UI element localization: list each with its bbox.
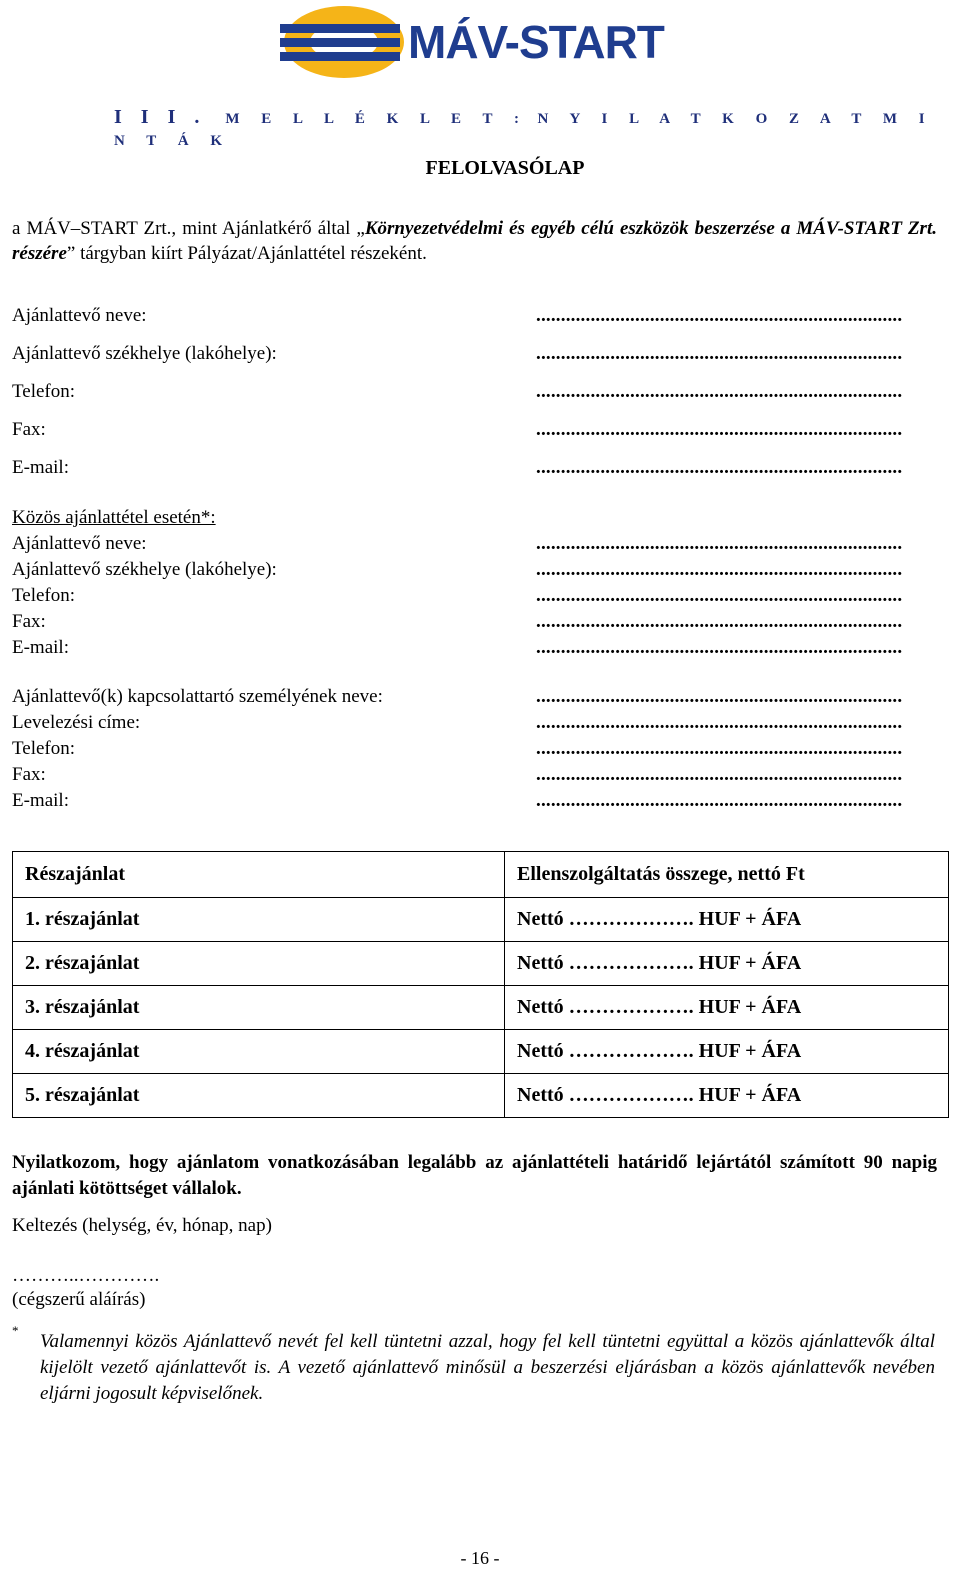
joint-label-phone: Telefon: bbox=[12, 585, 76, 606]
contact-label-name: Ajánlattevő(k) kapcsolattartó személyének neve: bbox=[12, 686, 383, 707]
part-name: 1. részajánlat bbox=[13, 898, 505, 942]
contact-label-phone: Telefon: bbox=[12, 738, 76, 759]
page-title: FELOLVASÓLAP bbox=[425, 157, 585, 179]
part-name: 5. részajánlat bbox=[13, 1074, 505, 1118]
joint-label-fax: Fax: bbox=[12, 611, 46, 632]
fill-line[interactable]: .......................................................................... bbox=[536, 712, 903, 733]
contact-label-fax: Fax: bbox=[12, 764, 46, 785]
joint-bid-heading: Közös ajánlattétel esetén*: bbox=[12, 507, 216, 528]
field-label-fax: Fax: bbox=[12, 419, 46, 440]
fill-line[interactable]: .......................................................................... bbox=[536, 738, 903, 759]
fill-line[interactable]: .......................................................................... bbox=[536, 637, 903, 658]
joint-label-seat: Ajánlattevő székhelye (lakóhelye): bbox=[12, 559, 277, 580]
field-label-name: Ajánlattevő neve: bbox=[12, 305, 147, 326]
intro-subject: Környezetvédelmi és egyéb célú eszközök beszerzése a MÁV-START Zrt. részére bbox=[12, 218, 937, 264]
table-row bbox=[13, 942, 949, 986]
part-name: 3. részajánlat bbox=[13, 986, 505, 1030]
field-label-email: E-mail: bbox=[12, 457, 69, 478]
part-amount[interactable]: Nettó ………………. HUF + ÁFA bbox=[505, 986, 949, 1030]
part-name: 2. részajánlat bbox=[13, 942, 505, 986]
field-label-phone: Telefon: bbox=[12, 381, 76, 402]
intro-paragraph bbox=[12, 216, 937, 266]
joint-label-email: E-mail: bbox=[12, 637, 69, 658]
part-name: 4. részajánlat bbox=[13, 1030, 505, 1074]
fill-line[interactable]: .......................................................................... bbox=[536, 764, 903, 785]
fill-line[interactable]: .......................................................................... bbox=[536, 533, 903, 554]
part-amount[interactable]: Nettó ………………. HUF + ÁFA bbox=[505, 898, 949, 942]
contact-label-email: E-mail: bbox=[12, 790, 69, 811]
table-header-row bbox=[13, 852, 949, 898]
signature-label: (cégszerű aláírás) bbox=[12, 1289, 146, 1310]
footnote-mark: * bbox=[12, 1323, 19, 1338]
part-amount[interactable]: Nettó ………………. HUF + ÁFA bbox=[505, 1074, 949, 1118]
intro-before: a MÁV–START Zrt., mint Ajánlatkérő által „ bbox=[12, 218, 365, 239]
table-row bbox=[13, 986, 949, 1030]
fill-line[interactable]: .......................................................................... bbox=[536, 305, 903, 326]
table-header-part: Részajánlat bbox=[13, 852, 505, 898]
table-row bbox=[13, 1074, 949, 1118]
declaration-text: Nyilatkozom, hogy ajánlatom vonatkozásában legalább az ajánlattételi határidő lejártától számított 90 napig ajánlati kötöttséget vállalok. bbox=[12, 1152, 937, 1199]
logo-text: MÁV-START bbox=[408, 16, 664, 68]
fill-line[interactable]: .......................................................................... bbox=[536, 343, 903, 364]
signature-line[interactable]: ………..…………. bbox=[12, 1265, 160, 1286]
fill-line[interactable]: .......................................................................... bbox=[536, 419, 903, 440]
part-amount[interactable]: Nettó ………………. HUF + ÁFA bbox=[505, 942, 949, 986]
dating-label: Keltezés (helység, év, hónap, nap) bbox=[12, 1215, 272, 1236]
footnote-text: Valamennyi közös Ajánlattevő nevét fel kell tüntetni azzal, hogy fel kell tüntetni együttal a közös ajánlattevők által kijelölt vezető ajánlattevőt is. A vezető ajánlattevő minősül a beszerzési eljárásban a közös ajánlattevők nevében eljárni jogosult képviselőnek. bbox=[40, 1331, 935, 1404]
fill-line[interactable]: .......................................................................... bbox=[536, 611, 903, 632]
contact-label-address: Levelezési címe: bbox=[12, 712, 141, 733]
fill-line[interactable]: .......................................................................... bbox=[536, 790, 903, 811]
page-number: - 16 - bbox=[460, 1548, 500, 1568]
table-row bbox=[13, 1030, 949, 1074]
table-row bbox=[13, 898, 949, 942]
fill-line[interactable]: .......................................................................... bbox=[536, 559, 903, 580]
part-amount[interactable]: Nettó ………………. HUF + ÁFA bbox=[505, 1030, 949, 1074]
fill-line[interactable]: .......................................................................... bbox=[536, 457, 903, 478]
field-label-seat: Ajánlattevő székhelye (lakóhelye): bbox=[12, 343, 277, 364]
heading-part2: M E L L É K L E T : bbox=[225, 111, 528, 127]
intro-after: ” tárgyban kiírt Pályázat/Ajánlattétel részeként. bbox=[66, 243, 427, 264]
fill-line[interactable]: .......................................................................... bbox=[536, 585, 903, 606]
heading-part1: I I I . bbox=[114, 106, 207, 128]
heading-part3: N Y I L A T K O Z A T M I N T Á K bbox=[114, 111, 934, 149]
fill-line[interactable]: .......................................................................... bbox=[536, 381, 903, 402]
table-header-amount: Ellenszolgáltatás összege, nettó Ft bbox=[505, 852, 949, 898]
partial-offers-table bbox=[12, 851, 949, 1118]
fill-line[interactable]: .......................................................................... bbox=[536, 686, 903, 707]
joint-label-name: Ajánlattevő neve: bbox=[12, 533, 147, 554]
annex-heading bbox=[114, 106, 960, 151]
